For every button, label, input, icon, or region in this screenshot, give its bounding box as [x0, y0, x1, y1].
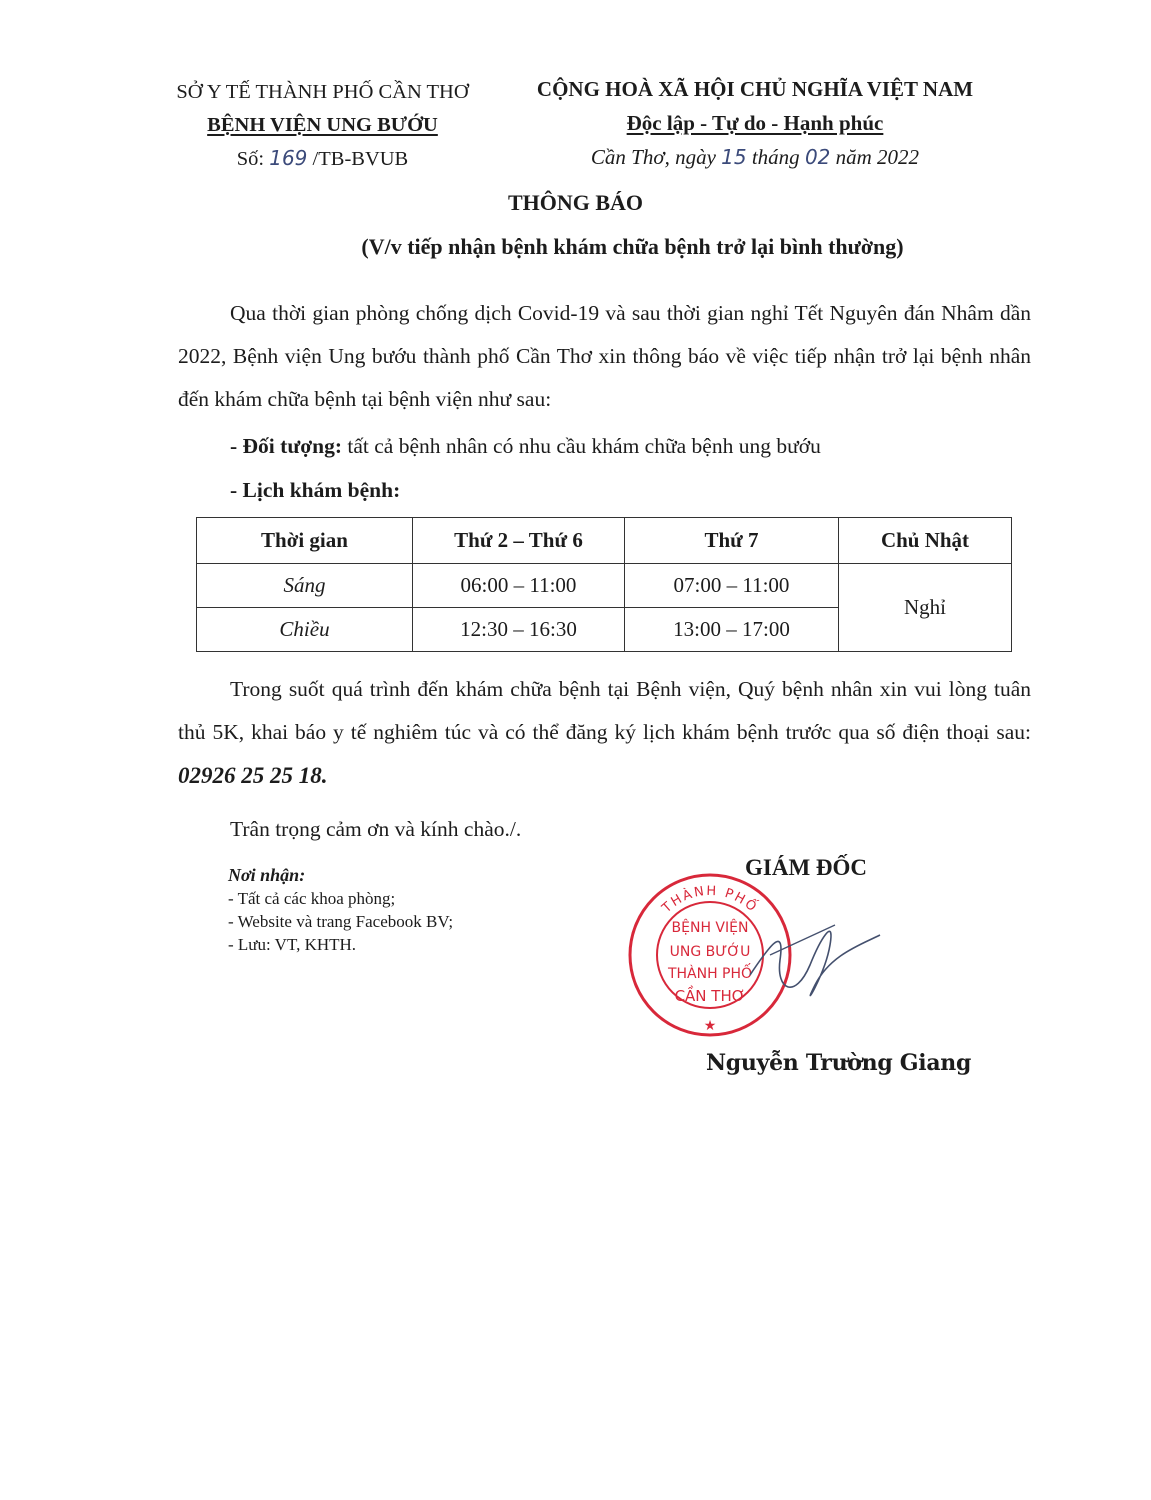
handwritten-month: 02	[804, 145, 831, 169]
intro-paragraph: Qua thời gian phòng chống dịch Covid-19 và sau thời gian nghỉ Tết Nguyên đán Nhâm dần 2022, Bệnh viện Ung bướu thành phố Cần Thơ xin thông báo về việc tiếp nhận trở lại bệnh nhân đến khám chữa bệnh tại bệnh viện như sau:	[178, 301, 1031, 411]
national-header	[505, 72, 1005, 174]
header-sunday: Chủ Nhật	[839, 518, 1012, 564]
handwritten-day: 15	[721, 145, 747, 169]
recipients-block	[228, 864, 453, 956]
issue-date: Cần Thơ, ngày 15 tháng 02 năm 2022	[590, 145, 920, 169]
header-weekday: Thứ 2 – Thứ 6	[413, 518, 625, 564]
issuing-authority	[150, 76, 495, 176]
morning-saturday-hours: 07:00 – 11:00	[625, 564, 839, 608]
national-motto: Độc lập - Tự do - Hạnh phúc	[626, 111, 884, 135]
director-title: GIÁM ĐỐC	[745, 855, 868, 880]
handwritten-number: 169	[269, 146, 308, 170]
recipients-heading: Nơi nhận:	[228, 865, 306, 885]
afternoon-weekday-hours: 12:30 – 16:30	[413, 608, 625, 652]
signer-name: Nguyễn Trường Giang	[706, 1050, 972, 1076]
list-item: - Lưu: VT, KHTH.	[228, 935, 357, 954]
stamp-ring-text: THÀNH PHỐ	[659, 883, 761, 917]
header-time: Thời gian	[197, 518, 413, 564]
target-line	[230, 425, 821, 468]
table-header-row	[197, 518, 1012, 564]
morning-weekday-hours: 06:00 – 11:00	[413, 564, 625, 608]
star-icon: ★	[703, 1019, 717, 1034]
stamp-line-3: THÀNH PHỐ	[667, 966, 753, 982]
target-label: - Đối tượng:	[230, 434, 342, 458]
phone-number: 02926 25 25 18.	[178, 763, 328, 788]
period-afternoon: Chiều	[197, 608, 413, 652]
table-row	[197, 564, 1012, 608]
afternoon-saturday-hours: 13:00 – 17:00	[625, 608, 839, 652]
document-title: THÔNG BÁO	[507, 190, 644, 215]
sunday-status: Nghỉ	[839, 564, 1012, 652]
list-item: - Website và trang Facebook BV;	[228, 912, 454, 931]
stamp-line-2: UNG BƯỚU	[669, 944, 751, 960]
stamp-line-1: BỆNH VIỆN	[671, 920, 749, 936]
department-name: SỞ Y TẾ THÀNH PHỐ CẦN THƠ	[176, 81, 469, 103]
document-subtitle: (V/v tiếp nhận bệnh khám chữa bệnh trở lại bình thường)	[361, 234, 904, 259]
stamp-line-4: CẦN THƠ	[674, 987, 746, 1005]
schedule-table	[196, 517, 1012, 652]
header-saturday: Thứ 7	[625, 518, 839, 564]
notice-paragraph: Trong suốt quá trình đến khám chữa bệnh tại Bệnh viện, Quý bệnh nhân xin vui lòng tuân thủ 5K, khai báo y tế nghiêm túc và có thể đăng ký lịch khám bệnh trước qua số điện thoại sau: 02926 25 25 18.	[178, 677, 1031, 788]
closing-line: Trân trọng cảm ơn và kính chào./.	[230, 817, 522, 841]
target-text: tất cả bệnh nhân có nhu cầu khám chữa bệnh ung bướu	[342, 434, 821, 458]
list-item: - Tất cả các khoa phòng;	[228, 889, 396, 908]
document-number: Số: 169 /TB-BVUB	[236, 146, 409, 170]
signature	[740, 905, 890, 1025]
hospital-name: BỆNH VIỆN UNG BƯỚU	[207, 114, 438, 136]
nation-name: CỘNG HOÀ XÃ HỘI CHỦ NGHĨA VIỆT NAM	[536, 77, 974, 101]
schedule-label: - Lịch khám bệnh:	[230, 478, 401, 502]
period-morning: Sáng	[197, 564, 413, 608]
